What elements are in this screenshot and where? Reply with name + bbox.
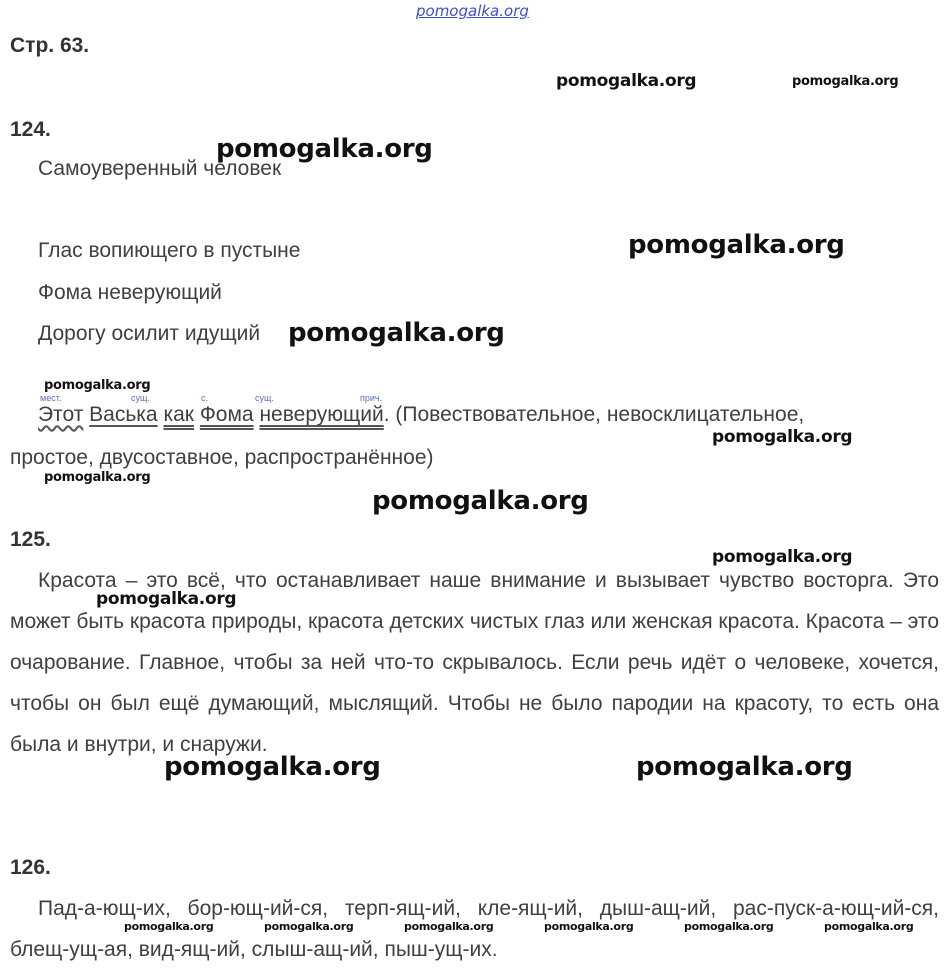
ex124-line-3: Фома неверующий — [38, 281, 222, 304]
watermark: pomogalka.org — [96, 589, 237, 609]
exercise-125-number: 125. — [10, 528, 51, 551]
watermark: pomogalka.org — [628, 230, 845, 260]
watermark: pomogalka.org — [164, 752, 381, 782]
tag-conj: с. — [201, 393, 209, 403]
watermark: pomogalka.org — [44, 470, 151, 485]
ex124-line-2: Глас вопиющего в пустыне — [38, 239, 301, 262]
watermark: pomogalka.org — [556, 71, 697, 91]
watermark: pomogalka.org — [792, 74, 899, 89]
watermark: pomogalka.org — [544, 920, 634, 933]
watermark: pomogalka.org — [216, 134, 433, 164]
tag-noun-1: сущ. — [131, 393, 150, 403]
sentence-rest-1: . (Повествовательное, невосклицательное, — [383, 403, 805, 426]
parsed-sentence-line-1 — [38, 403, 804, 427]
watermark: pomogalka.org — [264, 920, 354, 933]
parsed-sentence-line-2: простое, двусоставное, распространённое) — [10, 446, 434, 469]
ex124-line-1: Самоуверенный человек — [38, 157, 282, 180]
watermark: pomogalka.org — [636, 752, 853, 782]
watermark: pomogalka.org — [372, 486, 589, 516]
ex124-line-4: Дорогу осилит идущий — [38, 322, 261, 345]
watermark: pomogalka.org — [684, 920, 774, 933]
exercise-126-number: 126. — [10, 856, 51, 879]
watermark: pomogalka.org — [288, 318, 505, 348]
page-title: Стр. 63. — [10, 34, 90, 57]
watermark: pomogalka.org — [712, 427, 853, 447]
tag-participle: прич. — [360, 393, 383, 403]
top-watermark[interactable]: pomogalka.org — [416, 2, 529, 20]
watermark: pomogalka.org — [44, 378, 151, 393]
exercise-124-number: 124. — [10, 118, 51, 141]
word-vaska: Васька — [89, 403, 158, 426]
watermark: pomogalka.org — [824, 920, 914, 933]
tag-noun-2: сущ. — [255, 393, 274, 403]
tag-pronoun: мест. — [40, 393, 62, 403]
watermark: pomogalka.org — [404, 920, 494, 933]
watermark: pomogalka.org — [712, 547, 853, 567]
word-kak: как — [163, 403, 194, 426]
ex126-paragraph: Пад-а-ющ-их, бор-ющ-ий-ся, терп-ящ-ий, кле-ящ-ий, дыш-ащ-ий, рас-пуск-а-ющ-ий-ся, блещ-ущ-ая, вид-ящ-ий, слыш-ащ-ий, пыш-ущ-их. — [10, 897, 939, 961]
word-foma: Фома — [199, 403, 254, 426]
word-etot: Этот — [38, 403, 84, 426]
watermark: pomogalka.org — [124, 920, 214, 933]
ex125-paragraph: Красота – это всё, что останавливает наше внимание и вызывает чувство восторга. Это может быть красота природы, красота детских чистых глаз или женская красота. Красота – это очарование. Главное, чтобы за ней что-то скрывалось. Если речь идёт о человеке, хочется, чтобы он был ещё думающий, мыслящий. Чтобы не было пародии на красоту, то есть она была и внутри, и снаружи. — [10, 569, 939, 756]
word-neveruyushchiy: неверующий — [259, 403, 384, 426]
